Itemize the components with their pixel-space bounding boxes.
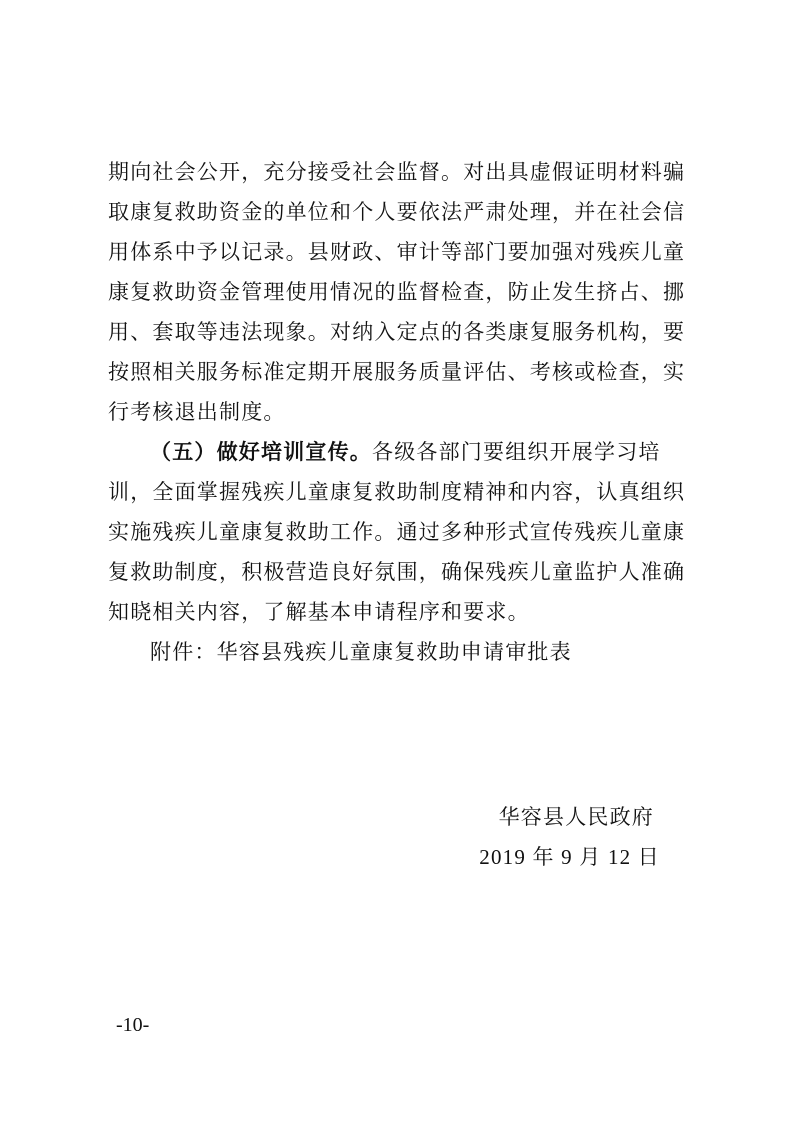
section-heading: （五）做好培训宣传。 (150, 439, 372, 464)
issuing-organization: 华容县人民政府 (498, 805, 654, 829)
paragraph-training (108, 432, 688, 632)
issue-date: 2019 年 9 月 12 日 (479, 845, 660, 869)
body-text (108, 152, 688, 672)
signature-block (400, 797, 660, 877)
paragraph-supervision: 期向社会公开，充分接受社会监督。对出具虚假证明材料骗取康复救助资金的单位和个人要依法严肃处理，并在社会信用体系中予以记录。县财政、审计等部门要加强对残疾儿童康复救助资金管理使用情况的监督检查，防止发生挤占、挪用、套取等违法现象。对纳入定点的各类康复服务机构，要按照相关服务标准定期开展服务质量评估、考核或检查，实行考核退出制度。 (108, 160, 686, 424)
attachment-line: 附件：华容县残疾儿童康复救助申请审批表 (150, 640, 572, 664)
page-number: -10- (116, 1014, 150, 1036)
section-text: 各级各部门要组织开展学习培训，全面掌握残疾儿童康复救助制度精神和内容，认真组织实施残疾儿童康复救助工作。通过多种形式宣传残疾儿童康复救助制度，积极营造良好氛围，确保残疾儿童监护人准确知晓相关内容，了解基本申请程序和要求。 (108, 440, 686, 624)
